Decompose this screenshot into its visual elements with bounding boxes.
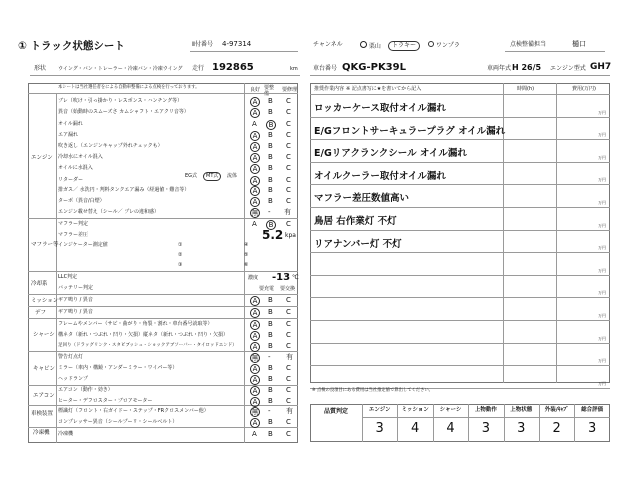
unit-man: 万円	[598, 290, 606, 296]
row-label: 冷却水にオイル混入	[58, 154, 103, 160]
channel-2: トラキー	[388, 41, 420, 51]
unit-man: 万円	[598, 222, 606, 228]
rating-c[interactable]: C	[286, 153, 291, 161]
col-time: 時間(h)	[517, 86, 535, 92]
rating-a[interactable]: A	[250, 153, 260, 163]
mileage-unit: km	[290, 66, 298, 72]
engine-value: GH7	[590, 62, 612, 72]
cat-engine: エンジン	[31, 155, 53, 161]
rating-b[interactable]: B	[268, 308, 273, 316]
col-cost: 費用(万円)	[572, 86, 596, 92]
unit-man: 万円	[598, 154, 606, 160]
row-label: エア漏れ	[58, 132, 79, 138]
row-label: マフラー差圧	[58, 232, 89, 238]
row-label: 標識灯（フロント・右ガイドー・ステップ・FRクロスメンバー他）	[58, 408, 209, 414]
battery-replace: 要交換	[280, 286, 296, 292]
score-header: ミッション	[401, 407, 429, 413]
score-header: シャーシ	[439, 407, 462, 413]
rating-a[interactable]: A	[250, 142, 260, 152]
unit-man: 万円	[598, 245, 606, 251]
channel-3: ワンプラ	[428, 41, 460, 49]
score-header: 外装/ｷｬﾌﾞ	[544, 407, 569, 413]
issue-item: マフラー差圧数値高い	[314, 193, 410, 205]
unit-man: 万円	[598, 335, 606, 341]
issue-item: オイルクーラー取付オイル漏れ	[314, 170, 446, 182]
unit-man: 万円	[598, 358, 606, 364]
score-value: 3	[481, 421, 491, 436]
rating-a[interactable]: A	[250, 331, 260, 341]
issue-item: ロッカーケース取付オイル漏れ	[314, 103, 446, 114]
row-label: バッテリー判定	[58, 285, 94, 291]
col-good: 良好	[250, 87, 261, 93]
rating-b[interactable]: B	[268, 186, 273, 194]
chassis-label: 車台番号	[313, 65, 338, 72]
row-label: ヘッドランプ	[58, 376, 89, 382]
score-value: 4	[446, 421, 455, 436]
rating-a[interactable]: 無	[251, 354, 259, 362]
year-value: H 26/5	[512, 63, 542, 72]
score-header: 上物動作	[474, 407, 497, 413]
shape-value: ウイング・バン・トレーラー・冷凍バン・冷凍ウイング	[58, 66, 183, 72]
rating-c[interactable]: C	[286, 364, 291, 372]
rating-c[interactable]: C	[286, 386, 291, 394]
rating-c[interactable]: C	[286, 197, 291, 205]
channel-label: チャンネル	[313, 41, 343, 48]
rating-c[interactable]: C	[286, 342, 291, 350]
rating-b[interactable]: B	[268, 108, 273, 116]
llc-unit: ℃	[292, 274, 299, 281]
rating-b[interactable]: B	[268, 176, 273, 184]
inspector-label: 点検整備担当	[510, 41, 547, 48]
rating-a[interactable]: A	[252, 120, 257, 128]
row-label: 冷凍機	[58, 431, 74, 437]
row-label: ギア鳴り / 異音	[58, 309, 93, 315]
row-label: コンプレッサー異音（シールプーリ・シールベルト）	[58, 419, 178, 425]
rating-b[interactable]: B	[268, 418, 273, 426]
rating-a[interactable]: A	[250, 186, 260, 196]
rating-a[interactable]: A	[252, 220, 257, 228]
unit-man: 万円	[598, 200, 606, 205]
unit-man: 万円	[598, 313, 606, 318]
issue-item: E/Gフロントサーキュラープラグ オイル漏れ	[314, 125, 506, 137]
indicator-grid: ① ④ ② ⑤ ③ ⑥	[178, 242, 249, 268]
row-label: 異音（始動時のスムーズさ カムシャフト・エアクリ音等）	[58, 109, 189, 115]
llc-label: 濃度	[248, 275, 259, 281]
score-header: 上物状態	[510, 407, 533, 413]
rating-c[interactable]: C	[286, 296, 291, 304]
rating-a[interactable]: 無	[251, 209, 259, 217]
score-value: 3	[517, 421, 526, 436]
sheet-note: 本シートは当社選任者をによる自動車整備による点検を行っております。	[58, 85, 200, 90]
score-label: 品質判定	[324, 408, 349, 415]
rating-a[interactable]: A	[250, 131, 260, 141]
score-value: 3	[375, 421, 384, 436]
rating-c[interactable]: C	[286, 131, 291, 139]
rating-c[interactable]: C	[286, 220, 291, 228]
mileage-label: 走行	[192, 65, 205, 72]
row-label: 警告灯点灯	[58, 354, 84, 360]
unit-man: 万円	[598, 267, 606, 273]
row-label: ブレ（吹け・引っ掛かり・レスポンス・ハンチング等）	[58, 98, 183, 104]
row-label: ヒーター・デフロスター・ブロアモーター	[58, 398, 153, 404]
rating-a[interactable]: A	[250, 397, 260, 407]
mgmt-label: Ⅱ付番号	[192, 41, 213, 48]
row-label: ギア鳴り / 異音	[58, 297, 93, 303]
rating-a[interactable]: 無	[251, 408, 259, 416]
row-label: エンジン載せ替え（シール／ プレの違和感）	[58, 209, 160, 215]
row-label: 構ネタ（新れ・つぶれ・凹り・欠損）縦ネタ（新れ・つぶれ・凹り・欠損）	[58, 332, 229, 338]
rating-a[interactable]: A	[252, 430, 257, 438]
score-value: 2	[552, 421, 561, 436]
rating-b[interactable]: B	[268, 342, 273, 350]
rating-c[interactable]: C	[286, 430, 291, 438]
row-label: 排ガス／ 水洗円・判料タンクエア漏み（経過値・難音等）	[58, 187, 190, 193]
row-label: オイルに水混入	[58, 165, 93, 171]
battery-charge: 要充電	[259, 286, 275, 292]
rating-b[interactable]: B	[268, 142, 273, 150]
rating-a[interactable]: A	[250, 164, 260, 174]
score-header: エンジン	[368, 407, 391, 413]
rating-a[interactable]: A	[250, 320, 260, 330]
rating-b[interactable]: B	[268, 364, 273, 372]
rating-c[interactable]: C	[286, 320, 291, 328]
rating-b[interactable]: B	[268, 97, 273, 105]
cat-cabin: キャビン	[33, 366, 56, 372]
cat-inspection-device: 車検装置	[31, 411, 54, 417]
llc-value: -13	[272, 272, 291, 283]
chassis-value: QKG-PK39L	[342, 62, 406, 73]
page-title: ① トラック状態シート	[18, 40, 125, 52]
rating-b[interactable]: B	[268, 164, 273, 172]
rating-c[interactable]: C	[286, 176, 291, 184]
rating-b[interactable]: B	[268, 320, 273, 328]
row-label: マフラー判定	[58, 221, 89, 227]
rating-a[interactable]: A	[250, 342, 260, 352]
engine-label: エンジン型式	[550, 65, 586, 72]
cat-freezer: 冷凍機	[33, 430, 50, 436]
cat-mission: ミッション	[31, 298, 59, 304]
cat-chassis: シャーシ	[33, 332, 55, 338]
score-value: 3	[587, 421, 597, 436]
rating-b[interactable]: -	[268, 353, 271, 361]
rating-b[interactable]: B	[268, 375, 273, 383]
rating-b[interactable]: B	[268, 197, 273, 205]
rating-a[interactable]: A	[250, 364, 260, 374]
cat-aircon: エアコン	[33, 393, 55, 399]
mileage-value: 192865	[212, 62, 254, 73]
inspector-value: 樋口	[572, 40, 586, 48]
rating-b[interactable]: B	[268, 153, 273, 161]
radio-icon	[428, 41, 434, 47]
row-label: LLC判定	[58, 274, 78, 280]
rating-b[interactable]: B	[268, 397, 273, 405]
score-value: 4	[410, 421, 420, 436]
rating-b[interactable]: B	[268, 430, 273, 438]
rating-a[interactable]: A	[250, 308, 260, 318]
rating-c[interactable]: C	[286, 108, 291, 116]
mgmt-value: 4-97314	[222, 40, 252, 48]
col-needs: 要整	[264, 85, 275, 91]
rating-c[interactable]: C	[286, 308, 291, 316]
row-label: オイル漏れ	[58, 121, 83, 127]
channel-1: 栗山	[360, 41, 381, 50]
row-label: ミラー（車内・構鏡・アンダーミラー・ワイパー等）	[58, 365, 178, 371]
rating-b[interactable]: -	[268, 208, 271, 216]
rating-c[interactable]: C	[286, 97, 291, 105]
rating-c[interactable]: C	[286, 375, 291, 383]
rating-b[interactable]: -	[268, 407, 271, 415]
rating-c[interactable]: C	[286, 397, 291, 405]
rating-c[interactable]: C	[286, 418, 291, 426]
rating-a[interactable]: A	[250, 375, 260, 385]
unit-man: 万円	[598, 132, 606, 138]
rating-a[interactable]: A	[250, 386, 260, 396]
row-label: インジケーター測定値	[58, 242, 108, 248]
row-label: エアコン（動作・効き）	[58, 387, 113, 393]
recommend-heading: 推奨作業内容	[314, 86, 345, 92]
rating-a[interactable]: A	[250, 97, 260, 107]
cat-diff: デフ	[35, 310, 47, 316]
rating-c[interactable]: 有	[286, 407, 293, 415]
rating-a[interactable]: A	[250, 108, 260, 118]
recommend-heading-note: ※ 記点書写に★を書いてから記入	[346, 86, 422, 92]
engine-sub-eg: EG式	[185, 173, 198, 179]
rating-a[interactable]: A	[250, 296, 260, 306]
issue-item: 鳥居 右作業灯 不灯	[314, 216, 397, 227]
rating-b[interactable]: B	[268, 296, 273, 304]
rating-d[interactable]: 有	[284, 208, 291, 216]
rating-c[interactable]: C	[286, 331, 291, 339]
unit-man: 万円	[598, 177, 606, 183]
rating-c[interactable]: C	[286, 142, 291, 150]
rating-a[interactable]: A	[250, 418, 260, 428]
cat-muffler: マフラー等	[31, 242, 59, 248]
row-label: フレームやメンバー（サビ・曲がり・角裂・割れ・車台番号読取等）	[58, 321, 213, 327]
rating-a[interactable]: A	[250, 197, 260, 207]
col-bad: 要修理	[282, 87, 298, 93]
row-label: 足回り（ドラッグリンク・スタビブッシュ・ショックアブソーバー・タイロッドエンド）	[58, 343, 237, 348]
rating-c[interactable]: C	[286, 164, 291, 172]
muffler-pressure: 5.2	[262, 228, 284, 242]
rating-b[interactable]: B	[268, 131, 273, 139]
issue-item: リアナンバー灯 不灯	[314, 238, 402, 250]
muffler-unit: kpa	[285, 232, 296, 239]
row-label: 吹き返し（エンジンキャップ外れチェックも）	[58, 143, 163, 149]
rating-b[interactable]: B	[268, 331, 273, 339]
unit-man: 万円	[598, 380, 606, 386]
rating-b[interactable]: B	[266, 220, 276, 230]
rating-b[interactable]: B	[268, 386, 273, 394]
check-mark-icon	[360, 41, 367, 48]
shape-label: 形状	[34, 65, 47, 72]
engine-sub-mt: MT式	[203, 172, 221, 181]
footer-note: ※ 点検の良項目にある費用は当社推定値で算出してください。	[312, 388, 433, 393]
row-label: リターダー	[58, 177, 84, 183]
rating-b[interactable]: B	[266, 120, 276, 130]
year-label: 車両年式	[487, 65, 512, 72]
unit-man: 万円	[598, 109, 606, 115]
cat-cooling: 冷却系	[31, 281, 48, 287]
rating-c[interactable]: C	[286, 120, 291, 128]
engine-sub-other: 流体	[227, 173, 238, 179]
score-header: 総合評価	[581, 407, 604, 413]
rating-c[interactable]: 有	[286, 353, 293, 361]
issue-item: E/Gリアクランクシール オイル漏れ	[314, 148, 467, 160]
rating-a[interactable]: A	[250, 176, 260, 186]
row-label: ターボ（異音/白煙）	[58, 198, 105, 204]
rating-c[interactable]: C	[286, 186, 291, 194]
